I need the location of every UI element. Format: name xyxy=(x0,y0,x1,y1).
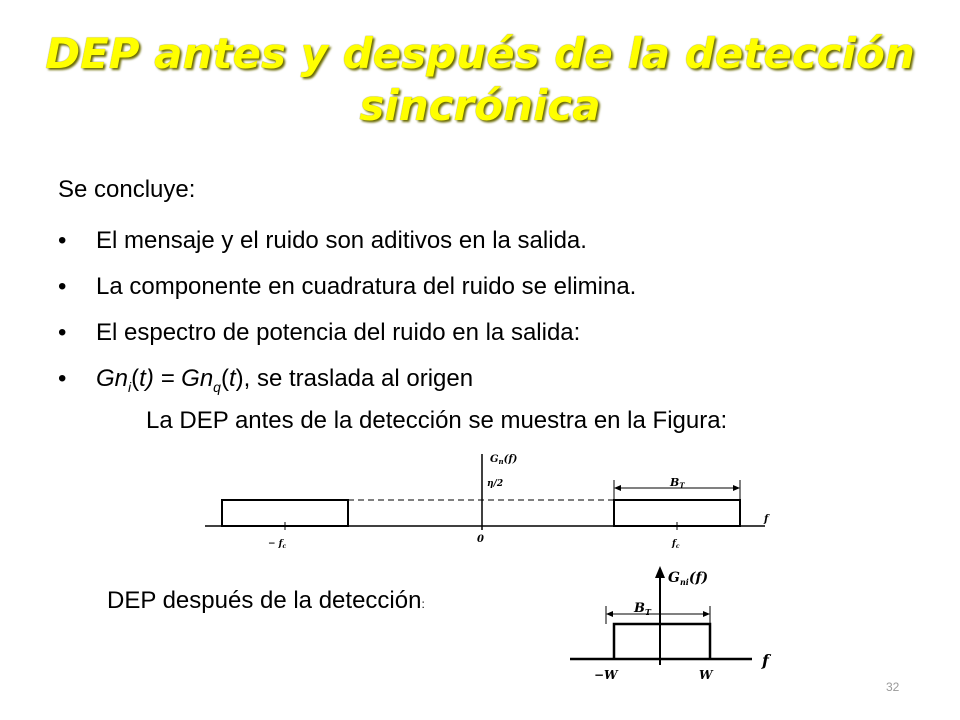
intro-text: Se concluye: xyxy=(58,176,196,203)
caption-after-detection: DEP después de la detección: xyxy=(107,587,425,614)
bullet-text: La componente en cuadratura del ruido se elimina. xyxy=(96,273,637,300)
tick-label-neg-w: −W xyxy=(594,668,618,682)
bullet-item xyxy=(58,218,636,264)
level-label: η/2 xyxy=(487,479,504,489)
bullet-text: El espectro de potencia del ruido en la salida: xyxy=(96,319,581,346)
psd-before-detection-figure xyxy=(200,448,790,558)
slide-title-line1: DEP antes y después de la detección xyxy=(45,29,915,78)
y-label: $G_n(f)$ xyxy=(490,454,518,466)
slide-title-line2: sincrónica xyxy=(359,81,601,130)
bullet-list xyxy=(58,218,636,402)
bullet-item xyxy=(58,264,636,310)
x-label: f xyxy=(764,514,769,525)
x-label: f xyxy=(762,651,769,670)
bullet-dot: • xyxy=(58,319,67,346)
page-number: 32 xyxy=(886,680,900,694)
psd-after-detection-figure xyxy=(560,562,790,686)
bt-arrow-right xyxy=(703,611,710,617)
bullet-dot: • xyxy=(58,227,67,254)
tick-label-neg-fc: − $f_c$ xyxy=(268,539,287,550)
bullet-formula: $Gn_i(t) = Gn_q(t)$, se traslada al origen xyxy=(96,365,474,395)
y-axis-arrow xyxy=(655,566,665,578)
tick-label-zero: 0 xyxy=(477,534,484,545)
caption-before-detection: La DEP antes de la detección se muestra en la Figura: xyxy=(146,407,728,434)
y-label: $G_{ni}(f)$ xyxy=(668,570,709,587)
baseband-rect xyxy=(614,624,710,659)
bt-arrow-left xyxy=(606,611,613,617)
bullet-text: El mensaje y el ruido son aditivos en la salida. xyxy=(96,227,587,254)
bandwidth-label: BT xyxy=(670,476,685,490)
bt-arrow-right xyxy=(733,485,740,491)
bt-arrow-left xyxy=(614,485,621,491)
bullet-dot: • xyxy=(58,365,67,392)
bandwidth-label: $B_T$ xyxy=(634,601,651,617)
bullet-item xyxy=(58,356,636,402)
slide-title xyxy=(0,28,960,132)
bullet-item xyxy=(58,310,636,356)
tick-label-w: W xyxy=(699,668,713,682)
tick-label-fc: $f_c$ xyxy=(672,539,680,550)
bullet-dot: • xyxy=(58,273,67,300)
